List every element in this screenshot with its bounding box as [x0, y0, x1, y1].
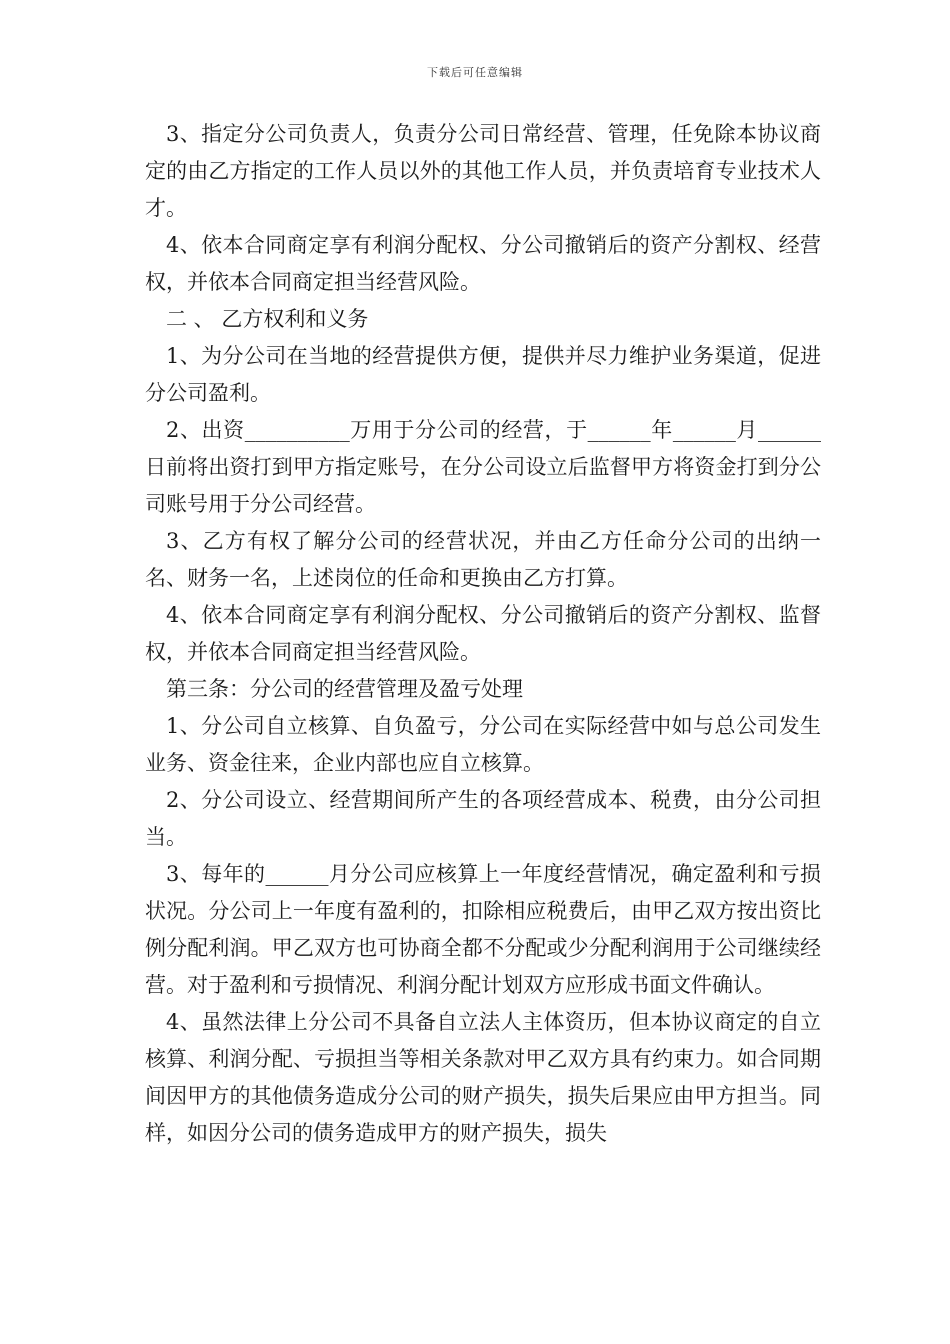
clause-paragraph: 4、依本合同商定享有利润分配权、分公司撤销后的资产分割权、监督权，并依本合同商定担当经营风险。 — [145, 603, 821, 664]
document-body — [145, 116, 821, 1152]
clause-paragraph: 4、依本合同商定享有利润分配权、分公司撤销后的资产分割权、经营权，并依本合同商定担当经营风险。 — [145, 233, 821, 294]
clause-paragraph: 1、分公司自立核算、自负盈亏，分公司在实际经营中如与总公司发生业务、资金往来，企业内部也应自立核算。 — [145, 714, 821, 775]
section-heading: 二 、 乙方权利和义务 — [166, 307, 369, 331]
clause-paragraph: 4、虽然法律上分公司不具备自立法人主体资历，但本协议商定的自立核算、利润分配、亏损担当等相关条款对甲乙双方具有约束力。如合同期间因甲方的其他债务造成分公司的财产损失，损失后果应由甲方担当。同样，如因分公司的债务造成甲方的财产损失，损失 — [145, 1010, 821, 1145]
clause-paragraph: 3、指定分公司负责人，负责分公司日常经营、管理，任免除本协议商定的由乙方指定的工作人员以外的其他工作人员，并负责培育专业技术人才。 — [145, 122, 821, 220]
clause-paragraph: 3、乙方有权了解分公司的经营状况，并由乙方任命分公司的出纳一名、财务一名，上述岗位的任命和更换由乙方打算。 — [145, 529, 821, 590]
clause-paragraph: 3、每年的______月分公司应核算上一年度经营情况，确定盈利和亏损状况。分公司上一年度有盈利的，扣除相应税费后，由甲乙双方按出资比例分配利润。甲乙双方也可协商全都不分配或少分配利润用于公司继续经营。对于盈利和亏损情况、利润分配计划双方应形成书面文件确认。 — [145, 862, 821, 997]
page-header: 下载后可任意编辑 — [427, 66, 523, 79]
clause-paragraph: 2、出资__________万用于分公司的经营，于______年______月______日前将出资打到甲方指定账号，在分公司设立后监督甲方将资金打到分公司账号用于分公司经营。 — [145, 418, 821, 516]
clause-paragraph: 2、分公司设立、经营期间所产生的各项经营成本、税费，由分公司担当。 — [145, 788, 821, 849]
section-heading: 第三条：分公司的经营管理及盈亏处理 — [166, 677, 523, 701]
clause-paragraph: 1、为分公司在当地的经营提供方便，提供并尽力维护业务渠道，促进分公司盈利。 — [145, 344, 821, 405]
